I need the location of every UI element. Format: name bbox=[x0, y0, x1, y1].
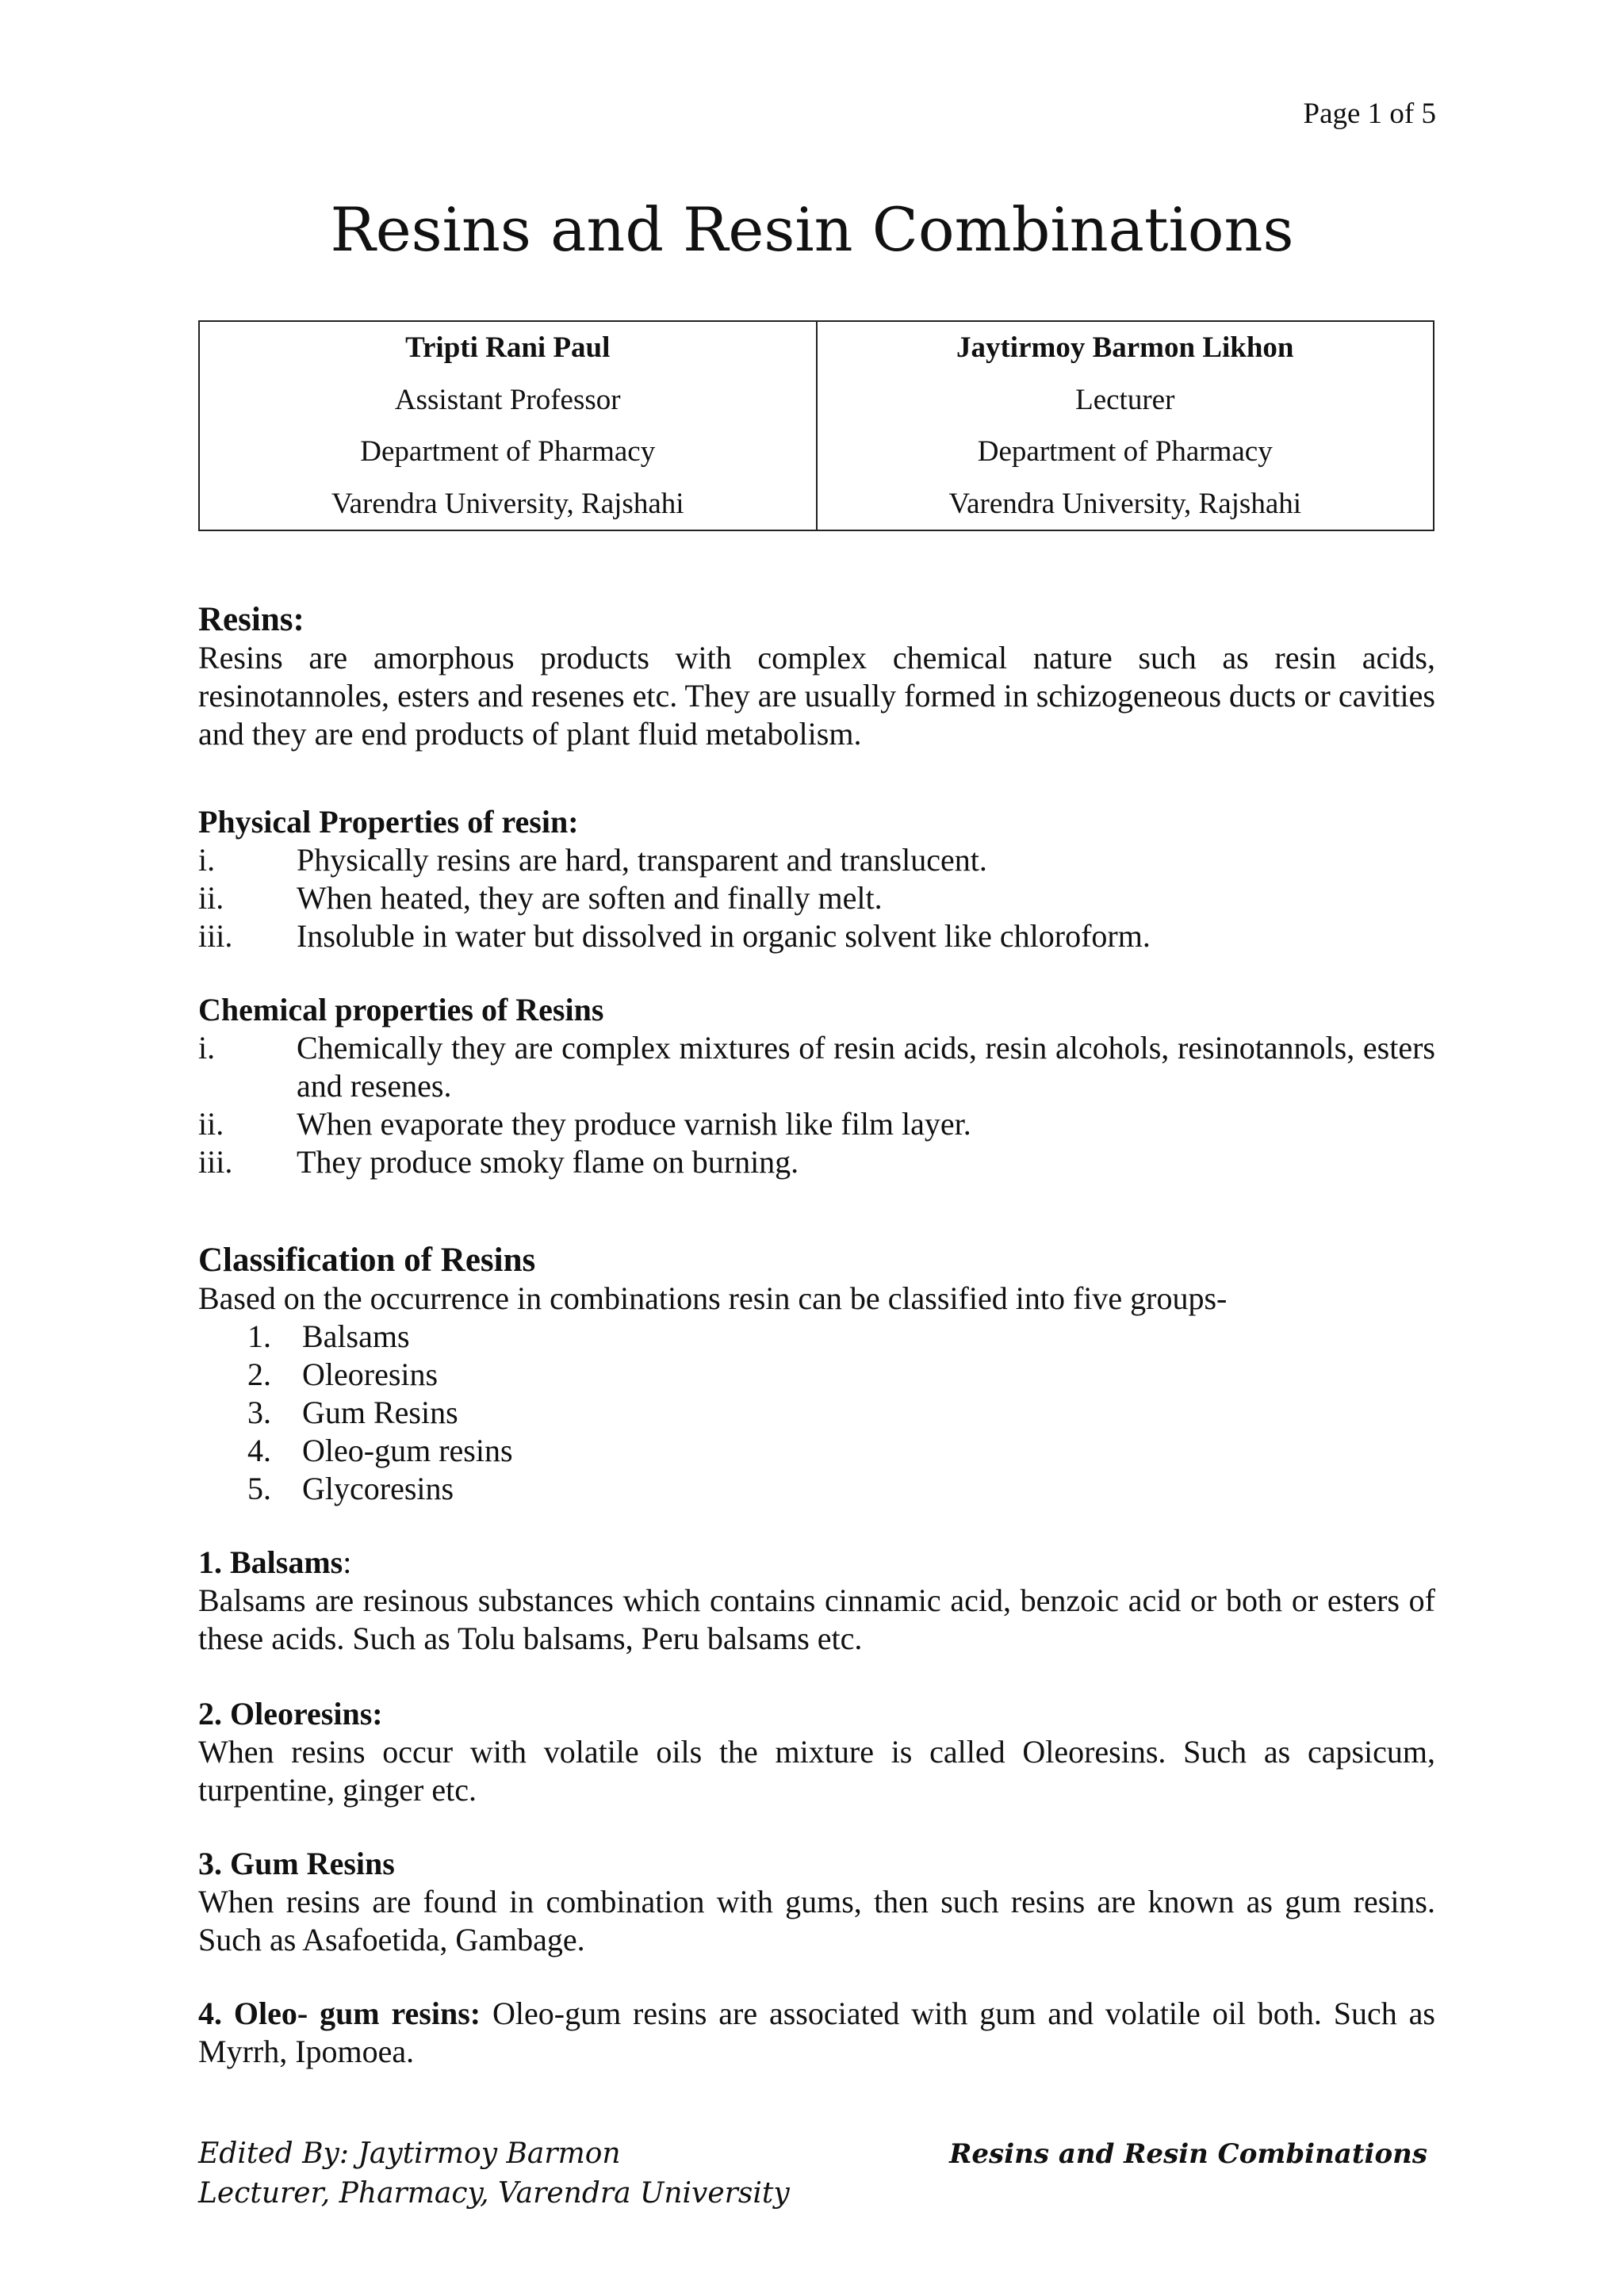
document-title: Resins and Resin Combinations bbox=[330, 194, 1294, 265]
author-cell-right bbox=[816, 322, 1434, 530]
list-item: 4. Oleo-gum resins bbox=[247, 1433, 513, 1468]
physical-properties-list bbox=[198, 841, 1435, 955]
list-item: i. Physically resins are hard, transparent and translucent. bbox=[198, 842, 987, 878]
balsams-section bbox=[198, 1544, 1435, 1658]
author-cell-left bbox=[200, 322, 816, 530]
chemical-properties-heading: Chemical properties of Resins bbox=[198, 992, 604, 1027]
author-university: Varendra University, Rajshahi bbox=[331, 487, 684, 520]
oleoresins-heading: 2. Oleoresins: bbox=[198, 1696, 383, 1732]
classification-intro: Based on the occurrence in combinations resin can be classified into five groups- bbox=[198, 1280, 1228, 1316]
oleo-gum-resins-heading: 4. Oleo- gum resins: bbox=[198, 1996, 481, 2031]
page-number: Page 1 of 5 bbox=[1303, 98, 1436, 130]
resins-section bbox=[198, 601, 1435, 753]
oleoresins-section bbox=[198, 1695, 1435, 1809]
author-department: Department of Pharmacy bbox=[360, 435, 656, 468]
classification-heading: Classification of Resins bbox=[198, 1242, 536, 1279]
balsams-paragraph: Balsams are resinous substances which contains cinnamic acid, benzoic acid or both or esters of these acids. Such as Tolu balsams, Peru balsams etc. bbox=[198, 1582, 1435, 1656]
physical-properties-section bbox=[198, 803, 1435, 955]
list-item: ii. When evaporate they produce varnish like film layer. bbox=[198, 1106, 971, 1142]
resins-heading: Resins: bbox=[198, 601, 304, 638]
oleoresins-paragraph: When resins occur with volatile oils the mixture is called Oleoresins. Such as capsicum, turpentine, ginger etc. bbox=[198, 1734, 1435, 1808]
author-name: Tripti Rani Paul bbox=[405, 331, 611, 364]
gum-resins-section bbox=[198, 1845, 1435, 1959]
footer-title: Resins and Resin Combinations bbox=[949, 2138, 1427, 2170]
footer-editor bbox=[198, 2134, 790, 2214]
balsams-heading: 1. Balsams bbox=[198, 1544, 343, 1580]
author-department: Department of Pharmacy bbox=[977, 435, 1273, 468]
list-item: ii. When heated, they are soften and finally melt. bbox=[198, 880, 883, 916]
list-item: 1. Balsams bbox=[247, 1318, 410, 1354]
gum-resins-heading: 3. Gum Resins bbox=[198, 1846, 395, 1881]
list-item: iii. Insoluble in water but dissolved in organic solvent like chloroform. bbox=[198, 918, 1151, 954]
classification-section bbox=[198, 1242, 1435, 1508]
gum-resins-paragraph: When resins are found in combination with gums, then such resins are known as gum resins. Such as Asafoetida, Gambage. bbox=[198, 1884, 1435, 1957]
balsams-heading-line: 1. Balsams: bbox=[198, 1544, 352, 1580]
author-position: Lecturer bbox=[1075, 383, 1175, 416]
oleo-gum-resins-section bbox=[198, 1995, 1435, 2071]
list-item: i. Chemically they are complex mixtures of resin acids, resin alcohols, resinotannols, esters and resenes. bbox=[198, 1030, 1435, 1104]
chemical-properties-list bbox=[198, 1029, 1435, 1181]
list-item: 2. Oleoresins bbox=[247, 1357, 439, 1392]
author-name: Jaytirmoy Barmon Likhon bbox=[956, 331, 1294, 364]
footer-affiliation: Lecturer, Pharmacy, Varendra University bbox=[198, 2177, 790, 2210]
author-university: Varendra University, Rajshahi bbox=[948, 487, 1302, 520]
author-table bbox=[198, 320, 1434, 531]
list-item: 5. Glycoresins bbox=[247, 1471, 454, 1506]
list-item: 3. Gum Resins bbox=[247, 1395, 458, 1430]
list-item: iii. They produce smoky flame on burning. bbox=[198, 1144, 799, 1180]
chemical-properties-section bbox=[198, 991, 1435, 1181]
classification-list bbox=[198, 1318, 1435, 1508]
resins-paragraph: Resins are amorphous products with complex chemical nature such as resin acids, resinotannoles, esters and resenes etc. They are usually formed in schizogeneous ducts or cavities and they are end products of plant fluid metabolism. bbox=[198, 640, 1435, 752]
author-position: Assistant Professor bbox=[394, 383, 621, 416]
footer-edited-by: Edited By: Jaytirmoy Barmon bbox=[198, 2137, 621, 2170]
physical-properties-heading: Physical Properties of resin: bbox=[198, 804, 579, 840]
oleo-gum-resins-paragraph: 4. Oleo- gum resins: Oleo-gum resins are associated with gum and volatile oil both. Such as Myrrh, Ipomoea. bbox=[198, 1996, 1435, 2069]
